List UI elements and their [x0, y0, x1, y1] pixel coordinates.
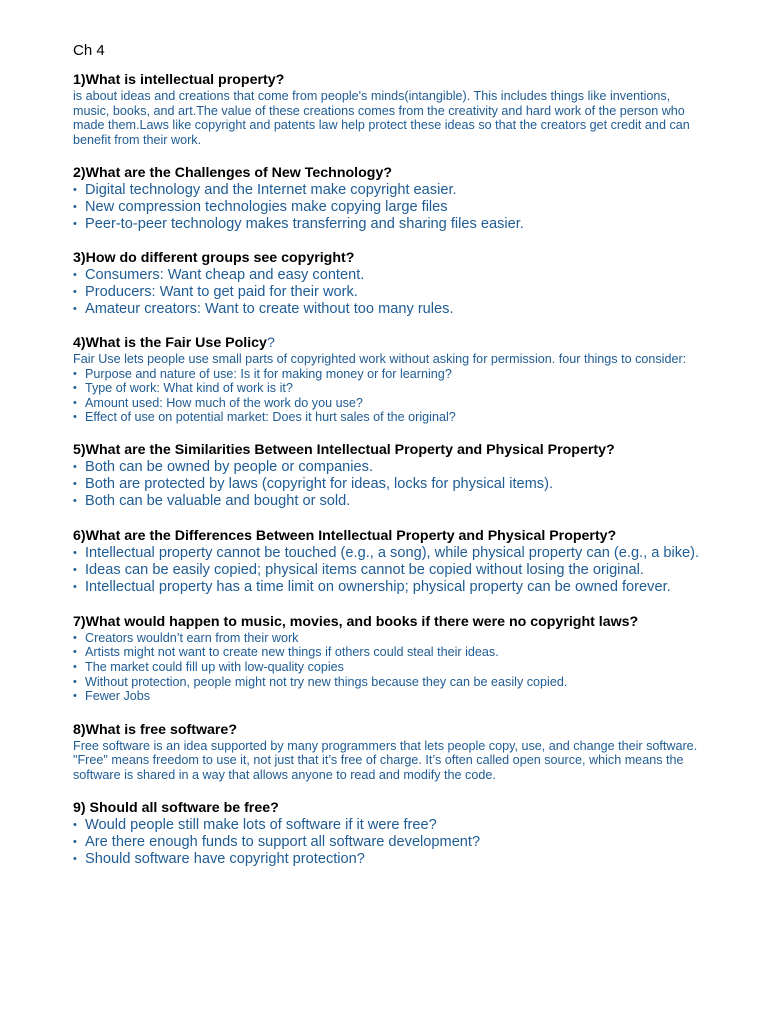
list-item: • Would people still make lots of software if it were free?	[73, 817, 708, 834]
list-item: • Amateur creators: Want to create without too many rules.	[73, 301, 708, 318]
section-all-software-free	[73, 800, 708, 868]
bullet-list	[73, 459, 708, 510]
list-item: • Artists might not want to create new things if others could steal their ideas.	[73, 645, 708, 660]
section-no-copyright	[73, 614, 708, 704]
section-new-technology	[73, 165, 708, 233]
section-similarities	[73, 442, 708, 510]
list-item: • Should software have copyright protection?	[73, 851, 708, 868]
list-item: • Ideas can be easily copied; physical items cannot be copied without losing the original.	[73, 562, 708, 579]
list-item: • Effect of use on potential market: Does it hurt sales of the original?	[73, 410, 708, 425]
list-item: • New compression technologies make copying large files	[73, 199, 708, 216]
list-item: • Purpose and nature of use: Is it for making money or for learning?	[73, 367, 708, 382]
list-item: • Digital technology and the Internet make copyright easier.	[73, 182, 708, 199]
question-mark: ?	[266, 335, 275, 351]
question-heading: 9) Should all software be free?	[73, 800, 279, 817]
bullet-list	[73, 545, 708, 596]
list-item: • Both can be valuable and bought or sold.	[73, 493, 708, 510]
list-item: • Producers: Want to get paid for their work.	[73, 284, 708, 301]
section-intellectual-property	[73, 72, 708, 147]
list-item: • Amount used: How much of the work do you use?	[73, 396, 708, 411]
bullet-list	[73, 817, 708, 868]
bullet-list	[73, 631, 708, 704]
question-heading	[73, 335, 708, 352]
list-item: • Both can be owned by people or companies.	[73, 459, 708, 476]
list-item: • Type of work: What kind of work is it?	[73, 381, 708, 396]
bullet-list	[73, 367, 708, 425]
question-heading: 2)What are the Challenges of New Technology?	[73, 165, 392, 181]
question-heading: 1)What is intellectual property?	[73, 72, 285, 88]
list-item: • Creators wouldn’t earn from their work	[73, 631, 708, 646]
answer-paragraph: is about ideas and creations that come from people's minds(intangible). This includes things like inventions, music, books, and art.The value of these creations comes from the creativity and hard work of the person who made them.Laws like copyright and patents law help protect these ideas so that the creators get credit and can benefit from their work.	[73, 89, 690, 147]
answer-paragraph: Fair Use lets people use small parts of copyrighted work without asking for permission. four things to consider:	[73, 352, 687, 366]
section-fair-use	[73, 335, 708, 425]
list-item: • Are there enough funds to support all software development?	[73, 834, 708, 851]
chapter-title: Ch 4	[73, 42, 105, 59]
list-item: • Intellectual property has a time limit on ownership; physical property can be owned forever.	[73, 579, 708, 596]
question-text: 4)What is the Fair Use Policy	[73, 335, 267, 351]
bullet-list	[73, 182, 708, 233]
bullet-list	[73, 267, 708, 318]
question-heading: 8)What is free software?	[73, 721, 237, 738]
list-item: • Without protection, people might not try new things because they can be easily copied.	[73, 675, 708, 690]
section-differences	[73, 528, 708, 596]
list-item: • Peer-to-peer technology makes transferring and sharing files easier.	[73, 216, 708, 233]
section-groups-copyright	[73, 250, 708, 318]
list-item: • Fewer Jobs	[73, 689, 708, 704]
question-heading: 7)What would happen to music, movies, and books if there were no copyright laws?	[73, 613, 639, 630]
answer-paragraph: Free software is an idea supported by many programmers that lets people copy, use, and change their software. "Free" means freedom to use it, not just that it’s free of charge. It’s often called open source, which means the software is shared in a way that allows anyone to read and modify the code.	[73, 738, 698, 782]
question-heading: 6)What are the Differences Between Intellectual Property and Physical Property?	[73, 527, 617, 544]
question-heading: 3)How do different groups see copyright?	[73, 250, 355, 266]
list-item: • Intellectual property cannot be touched (e.g., a song), while physical property can (e.g., a bike).	[73, 545, 708, 562]
question-heading: 5)What are the Similarities Between Intellectual Property and Physical Property?	[73, 441, 615, 458]
list-item: • The market could fill up with low-quality copies	[73, 660, 708, 675]
list-item: • Both are protected by laws (copyright for ideas, locks for physical items).	[73, 476, 708, 493]
list-item: • Consumers: Want cheap and easy content.	[73, 267, 708, 284]
section-free-software	[73, 722, 708, 783]
